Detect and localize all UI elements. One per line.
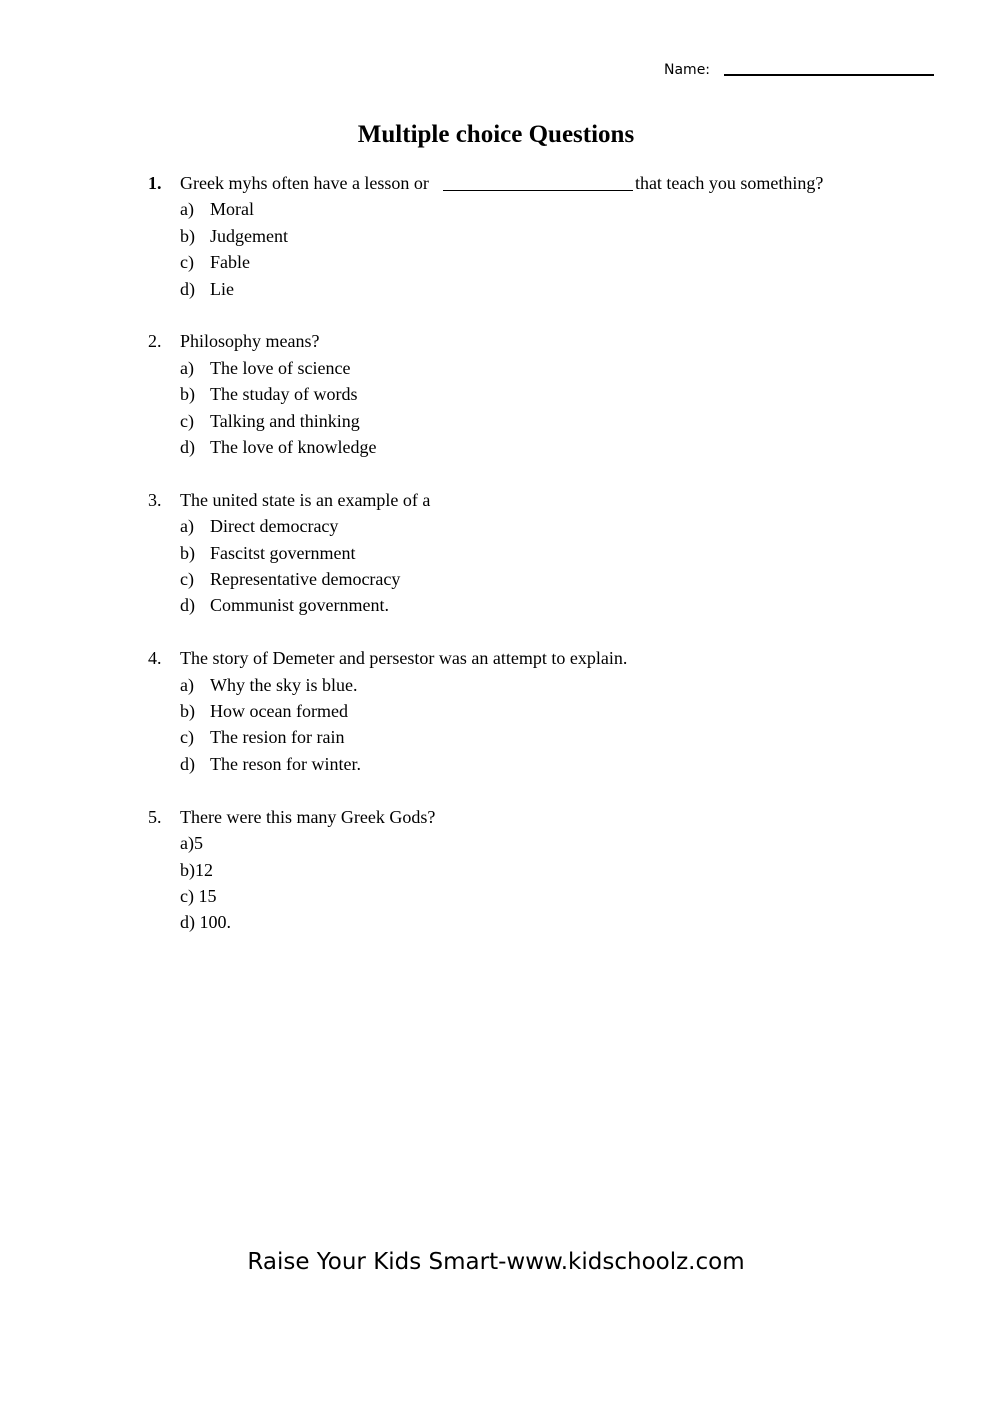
- question-3-stem: [148, 487, 848, 513]
- option-2c: [180, 408, 848, 434]
- option-text: Lie: [210, 278, 234, 299]
- question-3: [148, 487, 848, 619]
- option-letter: b): [180, 542, 195, 563]
- option-text: The love of knowledge: [210, 437, 377, 458]
- option-4b: [180, 698, 848, 724]
- name-line[interactable]: [724, 74, 934, 76]
- option-letter: c): [180, 252, 194, 273]
- option-text: Fable: [210, 252, 250, 273]
- option-text: How ocean formed: [210, 701, 348, 722]
- question-1-options: [148, 196, 848, 302]
- option-text: Fascitst government: [210, 542, 356, 563]
- option-3a: [180, 513, 848, 539]
- page-title: Multiple choice Questions: [357, 121, 635, 148]
- option-3d: [180, 592, 848, 618]
- option-2d: [180, 434, 848, 460]
- question-5: [148, 804, 848, 936]
- option-1d: [180, 276, 848, 302]
- option-text: Why the sky is blue.: [210, 674, 358, 695]
- question-4: [148, 645, 848, 777]
- question-4-options: [148, 672, 848, 778]
- option-letter: a): [180, 199, 194, 220]
- option-letter: d): [180, 278, 195, 299]
- option-1a: [180, 196, 848, 222]
- name-field: [664, 60, 936, 80]
- option-1c: [180, 249, 848, 275]
- option-letter: d): [180, 753, 195, 774]
- option-letter: d): [180, 437, 195, 458]
- option-letter: a): [180, 357, 194, 378]
- option-2a: [180, 355, 848, 381]
- question-2-text: Philosophy means?: [180, 331, 320, 352]
- option-letter: b): [180, 225, 195, 246]
- question-3-text: The united state is an example of a: [180, 489, 431, 510]
- option-text: 5: [193, 833, 203, 854]
- question-5-options: [148, 830, 848, 936]
- option-text: The love of science: [210, 357, 351, 378]
- question-1-stem: [148, 170, 848, 196]
- question-5-stem: [148, 804, 848, 830]
- option-letter: b): [180, 859, 195, 880]
- question-4-number: 4.: [148, 648, 162, 669]
- option-letter: a): [180, 833, 194, 854]
- option-text: The reson for winter.: [210, 753, 361, 774]
- question-2-options: [148, 355, 848, 461]
- question-1-blank[interactable]: [443, 172, 633, 191]
- option-4c: [180, 724, 848, 750]
- option-1b: [180, 223, 848, 249]
- option-text: 12: [195, 859, 213, 880]
- question-1: [148, 170, 848, 302]
- option-text: The resion for rain: [210, 727, 345, 748]
- option-text: 15: [193, 885, 217, 906]
- question-5-text: There were this many Greek Gods?: [180, 806, 436, 827]
- question-3-number: 3.: [148, 489, 162, 510]
- option-5d: [180, 909, 848, 935]
- question-1-text-after: that teach you something?: [634, 173, 824, 193]
- option-text: Talking and thinking: [210, 410, 360, 431]
- option-4a: [180, 672, 848, 698]
- option-text: The studay of words: [210, 384, 358, 405]
- option-letter: d): [180, 595, 195, 616]
- option-4d: [180, 751, 848, 777]
- question-1-number: 1.: [148, 173, 162, 193]
- option-letter: b): [180, 384, 195, 405]
- option-letter: c): [180, 885, 194, 906]
- question-4-text: The story of Demeter and persestor was an attempt to explain.: [180, 648, 628, 669]
- question-5-number: 5.: [148, 806, 162, 827]
- option-5a: [180, 830, 848, 856]
- option-text: Moral: [210, 199, 254, 220]
- question-2: [148, 328, 848, 460]
- option-2b: [180, 381, 848, 407]
- question-2-number: 2.: [148, 331, 162, 352]
- option-letter: a): [180, 516, 194, 537]
- option-letter: a): [180, 674, 194, 695]
- question-4-stem: [148, 645, 848, 671]
- option-text: Representative democracy: [210, 569, 401, 590]
- question-1-text-before: Greek myhs often have a lesson or: [180, 173, 429, 193]
- option-3c: [180, 566, 848, 592]
- option-5c: [180, 883, 848, 909]
- option-letter: c): [180, 569, 194, 590]
- option-letter: b): [180, 701, 195, 722]
- option-3b: [180, 540, 848, 566]
- option-text: Direct democracy: [210, 516, 339, 537]
- option-text: 100.: [195, 912, 231, 933]
- option-letter: c): [180, 727, 194, 748]
- option-text: Communist government.: [210, 595, 389, 616]
- name-label: Name:: [664, 62, 711, 78]
- option-letter: d): [180, 912, 195, 933]
- option-letter: c): [180, 410, 194, 431]
- question-3-options: [148, 513, 848, 619]
- option-5b: [180, 857, 848, 883]
- question-2-stem: [148, 328, 848, 354]
- footer-text: Raise Your Kids Smart-www.kidschoolz.com: [247, 1249, 745, 1275]
- question-list: [148, 170, 848, 962]
- option-text: Judgement: [210, 225, 288, 246]
